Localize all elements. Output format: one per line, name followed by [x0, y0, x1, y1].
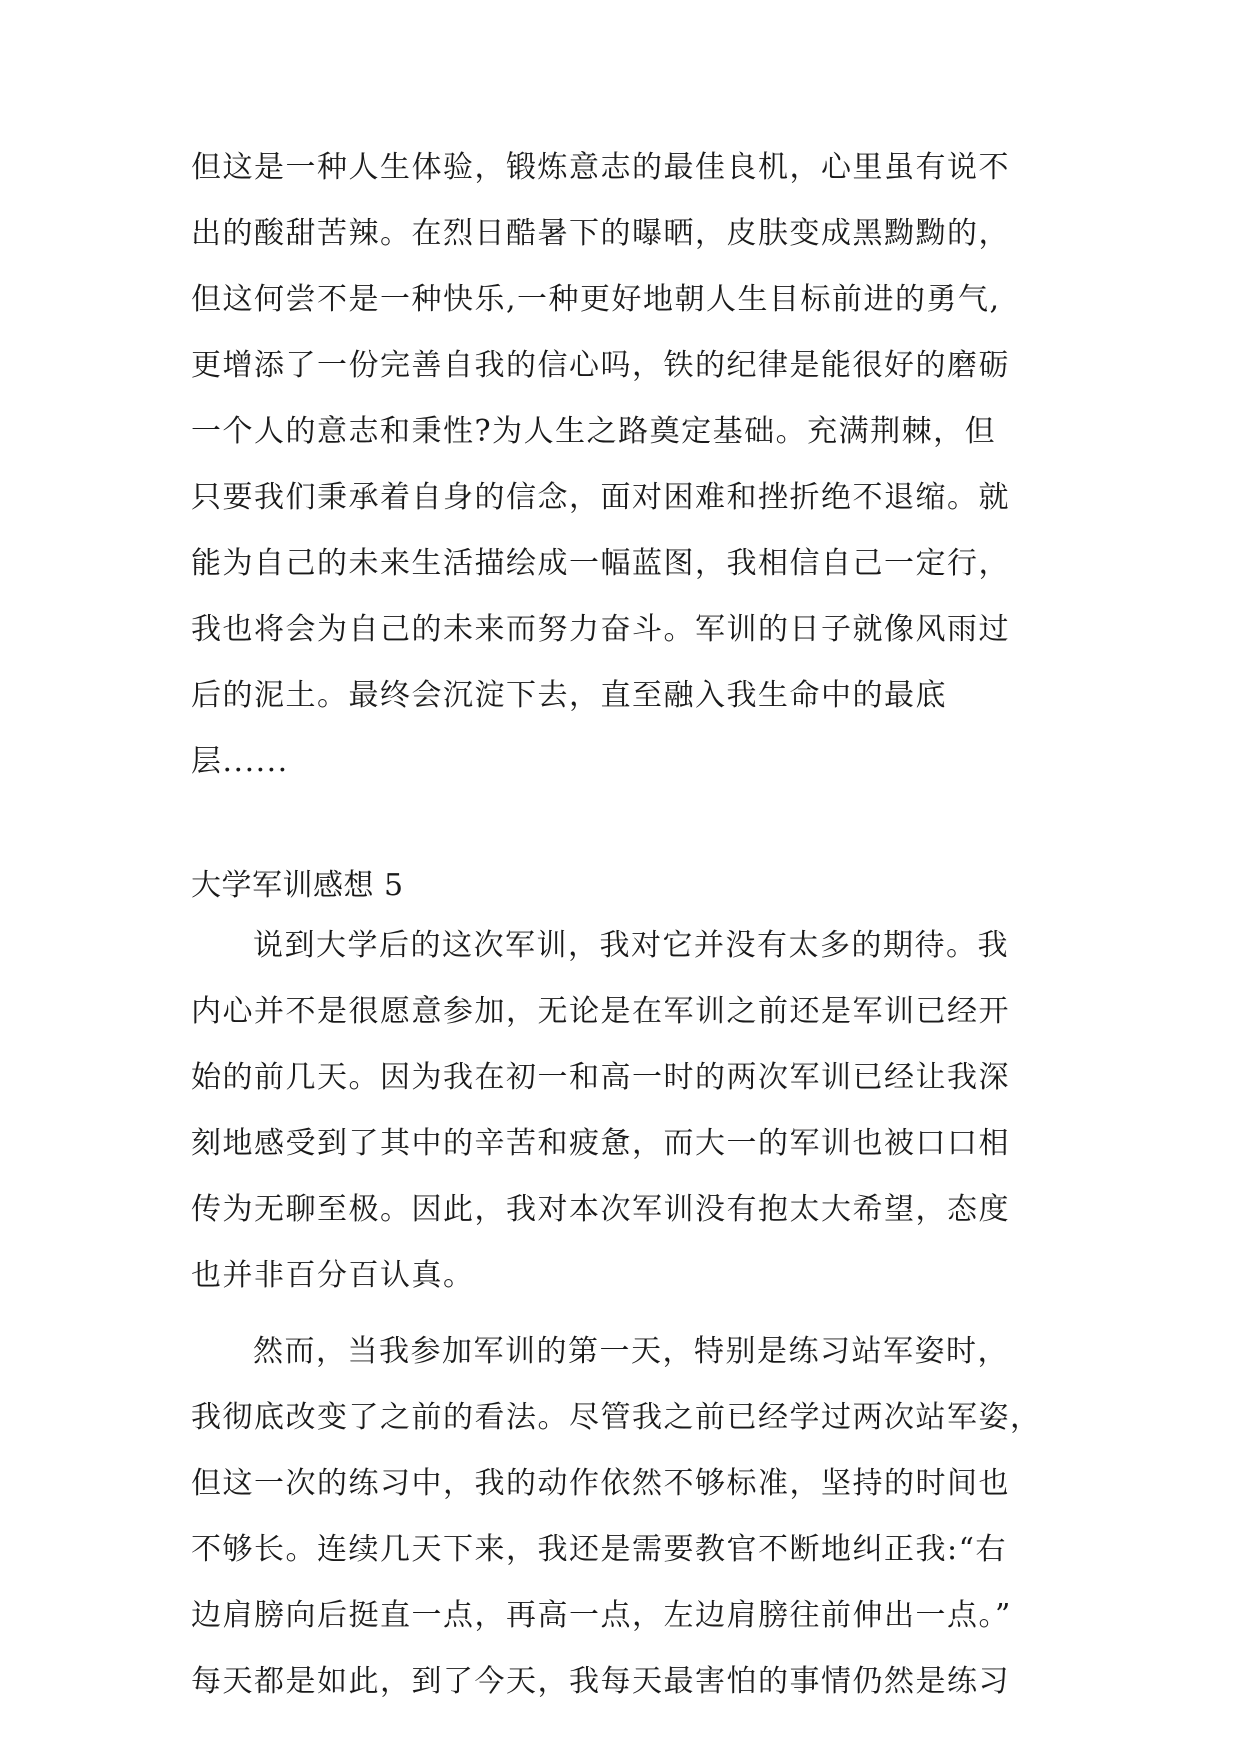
paragraph-line: 始的前几天。因为我在初一和高一时的两次军训已经让我深 — [191, 1060, 1010, 1095]
paragraph-line: 一个人的意志和秉性?为人生之路奠定基础。充满荆棘，但 — [191, 414, 997, 449]
section-heading: 大学军训感想 5 — [191, 868, 404, 903]
paragraph-line: 层...... — [191, 744, 289, 779]
paragraph-line: 传为无聊至极。因此，我对本次军训没有抱太大希望，态度 — [191, 1192, 1010, 1227]
paragraph-line: 内心并不是很愿意参加，无论是在军训之前还是军训已经开 — [191, 994, 1010, 1029]
paragraph-line: 但这一次的练习中，我的动作依然不够标准，坚持的时间也 — [191, 1466, 1010, 1501]
paragraph-line: 然而，当我参加军训的第一天，特别是练习站军姿时， — [253, 1334, 1009, 1369]
paragraph-line: 但这何尝不是一种快乐,一种更好地朝人生目标前进的勇气, — [191, 282, 1001, 317]
paragraph-line: 出的酸甜苦辣。在烈日酷暑下的曝晒，皮肤变成黑黝黝的， — [191, 216, 1010, 251]
paragraph-line: 更增添了一份完善自我的信心吗，铁的纪律是能很好的磨砺 — [191, 348, 1010, 383]
paragraph-line: 也并非百分百认真。 — [191, 1258, 475, 1293]
paragraph-line: 不够长。连续几天下来，我还是需要教官不断地纠正我:“右 — [191, 1532, 1007, 1567]
paragraph-line: 只要我们秉承着自身的信念，面对困难和挫折绝不退缩。就 — [191, 480, 1010, 515]
paragraph-line: 边肩膀向后挺直一点，再高一点，左边肩膀往前伸出一点。” — [191, 1598, 1012, 1633]
paragraph-line: 后的泥土。最终会沉淀下去，直至融入我生命中的最底 — [191, 678, 947, 713]
paragraph-line: 刻地感受到了其中的辛苦和疲惫，而大一的军训也被口口相 — [191, 1126, 1010, 1161]
paragraph-line: 但这是一种人生体验，锻炼意志的最佳良机，心里虽有说不 — [191, 150, 1010, 185]
paragraph-line: 能为自己的未来生活描绘成一幅蓝图，我相信自己一定行， — [191, 546, 1010, 581]
paragraph-line: 说到大学后的这次军训，我对它并没有太多的期待。我 — [253, 928, 1009, 963]
paragraph-line: 我也将会为自己的未来而努力奋斗。军训的日子就像风雨过 — [191, 612, 1010, 647]
paragraph-line-overflow: 每天都是如此，到了今天，我每天最害怕的事情仍然是练习 — [191, 1664, 1010, 1699]
paragraph-line: 我彻底改变了之前的看法。尽管我之前已经学过两次站军姿， — [191, 1400, 1042, 1435]
